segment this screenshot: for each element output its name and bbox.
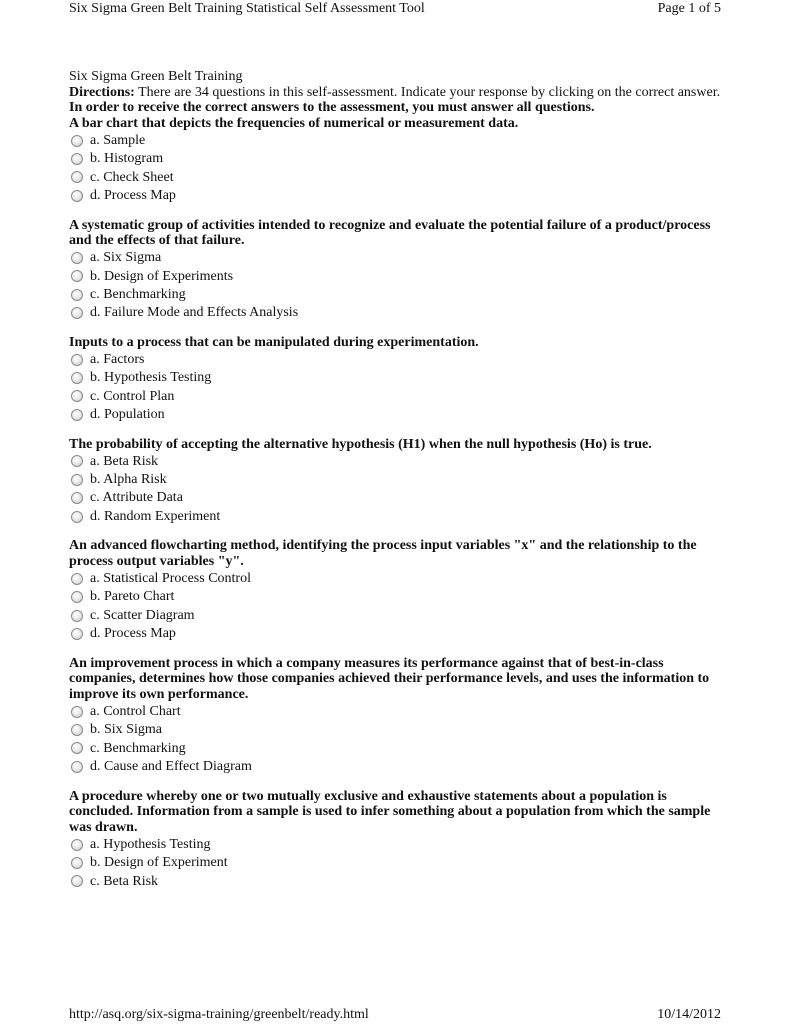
answer-label: d. Random Experiment (90, 508, 221, 524)
radio-button-icon[interactable] (71, 135, 83, 147)
answer-options (69, 570, 724, 644)
radio-button-icon[interactable] (71, 153, 83, 165)
question-text: Inputs to a process that can be manipulated during experimentation. (69, 334, 479, 350)
answer-option[interactable] (69, 489, 724, 507)
radio-button-icon[interactable] (71, 628, 83, 640)
answer-label: d. Process Map (90, 626, 176, 642)
question-text: A systematic group of activities intended to recognize and evaluate the potential failure of a product/process and the effects of that failure. (69, 217, 711, 249)
question-list (69, 116, 724, 891)
question-block (69, 437, 724, 526)
answer-option[interactable] (69, 625, 724, 643)
directions-label: Directions: (69, 84, 135, 100)
answer-option[interactable] (69, 588, 724, 606)
radio-button-icon[interactable] (71, 252, 83, 264)
answer-label: c. Attribute Data (90, 490, 183, 506)
answer-options (69, 249, 724, 323)
answer-option[interactable] (69, 150, 724, 168)
answer-option[interactable] (69, 739, 724, 757)
radio-button-icon[interactable] (71, 409, 83, 421)
page-footer (69, 1006, 721, 1024)
answer-option[interactable] (69, 854, 724, 872)
question-block (69, 218, 724, 323)
answer-option[interactable] (69, 758, 724, 776)
radio-button-icon[interactable] (71, 270, 83, 282)
radio-button-icon[interactable] (71, 857, 83, 869)
header-title: Six Sigma Green Belt Training Statistical Self Assessment Tool (69, 1, 425, 16)
radio-button-icon[interactable] (71, 875, 83, 887)
answer-option[interactable] (69, 872, 724, 890)
question-block (69, 116, 724, 205)
radio-button-icon[interactable] (71, 289, 83, 301)
answer-option[interactable] (69, 369, 724, 387)
footer-url: http://asq.org/six-sigma-training/greenbelt/ready.html (69, 1007, 369, 1022)
question-block (69, 335, 724, 424)
answer-option[interactable] (69, 835, 724, 853)
footer-date: 10/14/2012 (657, 1007, 721, 1022)
radio-button-icon[interactable] (71, 190, 83, 202)
answer-label: a. Statistical Process Control (90, 570, 251, 586)
radio-button-icon[interactable] (71, 610, 83, 622)
answer-option[interactable] (69, 570, 724, 588)
answer-option[interactable] (69, 131, 724, 149)
page-header (69, 0, 721, 20)
answer-option[interactable] (69, 406, 724, 424)
answer-label: b. Design of Experiments (90, 268, 234, 284)
answer-label: c. Control Plan (90, 388, 175, 404)
answer-label: d. Population (90, 407, 165, 423)
answer-option[interactable] (69, 304, 724, 322)
answer-label: a. Six Sigma (90, 250, 162, 266)
answer-options (69, 131, 724, 205)
question-text: An improvement process in which a company measures its performance against that of best-in-class companies, determines how those companies achieved their performance levels, and uses the information to improve its own performance. (69, 655, 710, 702)
answer-label: c. Scatter Diagram (90, 607, 195, 623)
question-block (69, 538, 724, 643)
radio-button-icon[interactable] (71, 591, 83, 603)
question-block (69, 789, 724, 891)
intro (69, 69, 724, 116)
answer-label: b. Pareto Chart (90, 589, 175, 605)
answer-label: b. Alpha Risk (90, 472, 167, 487)
answer-option[interactable] (69, 187, 724, 205)
answer-option[interactable] (69, 168, 724, 186)
radio-button-icon[interactable] (71, 171, 83, 183)
radio-button-icon[interactable] (71, 724, 83, 736)
assessment-content (69, 69, 724, 891)
answer-option[interactable] (69, 350, 724, 368)
answer-label: a. Hypothesis Testing (90, 836, 211, 852)
question-text: A procedure whereby one or two mutually exclusive and exhaustive statements about a population is concluded. Information from a sample is used to infer something about a population from which the sample was drawn. (69, 788, 711, 835)
directions (69, 85, 724, 116)
answer-label: c. Check Sheet (90, 169, 174, 185)
radio-button-icon[interactable] (71, 307, 83, 319)
answer-option[interactable] (69, 267, 724, 285)
answer-option[interactable] (69, 387, 724, 405)
answer-label: d. Failure Mode and Effects Analysis (90, 305, 299, 321)
answer-option[interactable] (69, 507, 724, 525)
radio-button-icon[interactable] (71, 390, 83, 402)
answer-label: a. Sample (90, 132, 146, 148)
question-text: A bar chart that depicts the frequencies of numerical or measurement data. (69, 115, 519, 131)
answer-label: d. Cause and Effect Diagram (90, 759, 252, 775)
answer-label: b. Design of Experiment (90, 855, 228, 871)
answer-options (69, 835, 724, 890)
answer-label: d. Process Map (90, 187, 176, 203)
radio-button-icon[interactable] (71, 492, 83, 504)
directions-text: There are 34 questions in this self-assessment. Indicate your response by clicking on the correct answer. (134, 84, 721, 100)
answer-option[interactable] (69, 286, 724, 304)
directions-bold: In order to receive the correct answers to the assessment, you must answer all questions. (69, 100, 595, 116)
answer-options (69, 452, 724, 526)
answer-label: c. Benchmarking (90, 740, 186, 756)
intro-title: Six Sigma Green Belt Training (69, 69, 243, 84)
radio-button-icon[interactable] (71, 573, 83, 585)
answer-option[interactable] (69, 721, 724, 739)
answer-option[interactable] (69, 703, 724, 721)
answer-label: b. Histogram (90, 151, 164, 167)
answer-option[interactable] (69, 606, 724, 624)
answer-options (69, 350, 724, 424)
radio-button-icon[interactable] (71, 455, 83, 467)
answer-option[interactable] (69, 249, 724, 267)
radio-button-icon[interactable] (71, 354, 83, 366)
answer-label: a. Factors (90, 351, 145, 367)
answer-label: a. Control Chart (90, 703, 181, 719)
question-block (69, 656, 724, 776)
radio-button-icon[interactable] (71, 706, 83, 718)
radio-button-icon[interactable] (71, 474, 83, 486)
radio-button-icon[interactable] (71, 511, 83, 523)
radio-button-icon[interactable] (71, 742, 83, 754)
question-text: The probability of accepting the alternative hypothesis (H1) when the null hypothesis (Ho) is true. (69, 436, 652, 452)
page-number: Page 1 of 5 (657, 1, 721, 16)
answer-label: b. Hypothesis Testing (90, 370, 212, 386)
answer-options (69, 703, 724, 777)
radio-button-icon[interactable] (71, 761, 83, 773)
answer-label: a. Beta Risk (90, 453, 159, 469)
radio-button-icon[interactable] (71, 372, 83, 384)
question-text: An advanced flowcharting method, identifying the process input variables "x" and the relationship to the process output variables "y". (69, 538, 697, 569)
answer-option[interactable] (69, 452, 724, 470)
answer-label: c. Beta Risk (90, 873, 159, 889)
radio-button-icon[interactable] (71, 839, 83, 851)
answer-label: b. Six Sigma (90, 722, 162, 738)
answer-option[interactable] (69, 471, 724, 489)
answer-label: c. Benchmarking (90, 286, 186, 302)
